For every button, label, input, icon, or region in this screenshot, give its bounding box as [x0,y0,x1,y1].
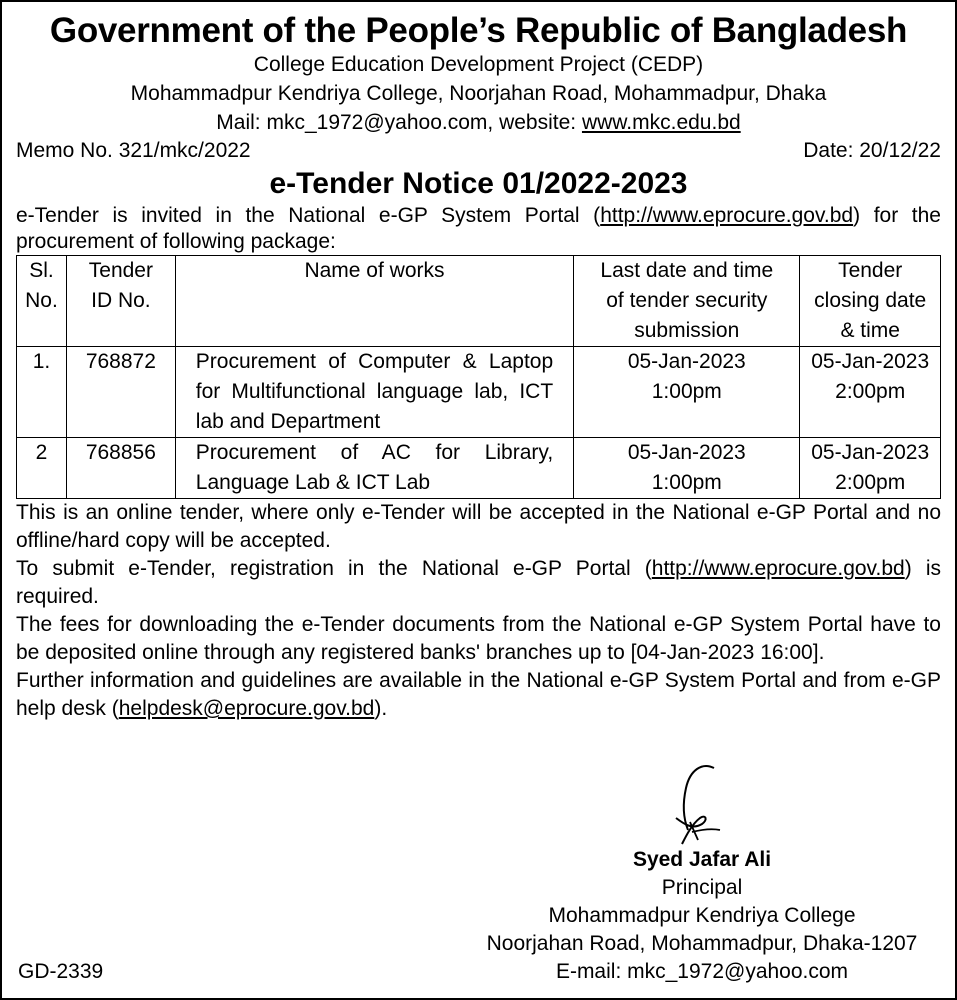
intro-line-2: procurement of following package: [16,230,336,253]
header-closing-line: closing date [814,289,927,312]
cell-tender-id: 768856 [66,438,175,499]
body-paragraph-1: This is an online tender, where only e-Tender will be accepted in the National e-GP Portal and no offline/hard copy will be accepted. [16,501,941,552]
cell-tender-id: 768872 [66,347,175,438]
closing-time: 2:00pm [835,471,906,494]
header-tender-id [66,256,175,347]
cell-sl: 1. [17,347,67,438]
body-paragraph-2 [16,555,941,611]
p4-prefix: Further information and guidelines are available in the National e-GP System Portal and from e-GP help desk ( [16,669,941,720]
works-line: Procurement of Computer & Laptop [195,350,554,373]
memo-row [16,137,941,165]
cell-security [574,347,800,438]
security-time: 1:00pm [651,380,722,403]
works-line: Language Lab & ICT Lab [195,471,431,494]
header-security-line: submission [634,319,740,342]
table-row [17,438,941,499]
header-security-line: of tender security [606,289,768,312]
header-tender-line: Tender [88,259,153,282]
cell-closing [800,438,941,499]
cell-works [175,347,573,438]
project-name: College Education Development Project (CEDP) [253,53,704,76]
signatory-institution: Mohammadpur Kendriya College [548,904,856,927]
memo-number: Memo No. 321/mkc/2022 [16,139,251,162]
closing-time: 2:00pm [835,380,906,403]
table-header-row [17,256,941,347]
table-row [17,347,941,438]
header-works-line: Name of works [304,259,445,282]
cell-closing [800,347,941,438]
header-closing-line: & time [840,319,900,342]
works-line: lab and Department [195,410,381,433]
intro-line-1 [16,203,941,229]
header-security-line: Last date and time [600,259,774,282]
header-works [175,256,573,347]
header-sl-line: Sl. [29,259,54,282]
security-time: 1:00pm [651,471,722,494]
memo-date: Date: 20/12/22 [803,139,941,162]
header-security [574,256,800,347]
body-paragraph-4 [16,667,941,723]
security-date: 05-Jan-2023 [627,441,746,464]
website-link[interactable]: www.mkc.edu.bd [581,111,741,134]
contact-line [16,108,941,137]
signatory-designation: Principal [661,876,743,899]
header-title: Government of the People’s Republic of Bangladesh [49,11,908,50]
intro-prefix: e-Tender is invited in the National e-GP System Portal ( [16,204,601,227]
header-tender-line: ID No. [91,289,151,312]
intro-suffix: ) for the [853,204,941,227]
security-date: 05-Jan-2023 [627,350,746,373]
p2-suffix: ) is required. [16,557,941,608]
p4-suffix: ). [374,697,388,720]
body-paragraph-3: The fees for downloading the e-Tender documents from the National e-GP System Portal have to be deposited online through any registered banks' branches up to [04-Jan-2023 16:00]. [16,613,941,664]
works-line: Procurement of AC for Library, [195,441,554,464]
signatory-name: Syed Jafar Ali [632,848,772,871]
header-sl [17,256,67,347]
cell-works [175,438,573,499]
helpdesk-email-link[interactable]: helpdesk@eprocure.gov.bd [118,697,375,720]
signatory-address: Noorjahan Road, Mohammadpur, Dhaka-1207 [486,932,918,955]
tender-table [16,255,941,499]
mail-text: Mail: mkc_1972@yahoo.com, website: [216,111,582,134]
signatory-block [472,762,932,986]
cell-sl: 2 [17,438,67,499]
portal-link[interactable]: http://www.eprocure.gov.bd [600,204,854,227]
closing-date: 05-Jan-2023 [811,350,930,373]
header-sl-line: No. [25,289,58,312]
signatory-email: E-mail: mkc_1972@yahoo.com [555,960,849,983]
works-line: for Multifunctional language lab, ICT [195,380,554,403]
header-closing-line: Tender [838,259,903,282]
header-closing [800,256,941,347]
cell-security [574,438,800,499]
notice-title: e-Tender Notice 01/2022-2023 [269,167,688,200]
footer-code: GD-2339 [18,960,104,983]
p2-prefix: To submit e-Tender, registration in the National e-GP Portal ( [16,557,652,580]
portal-link-2[interactable]: http://www.eprocure.gov.bd [651,557,905,580]
closing-date: 05-Jan-2023 [811,441,930,464]
college-address: Mohammadpur Kendriya College, Noorjahan Road, Mohammadpur, Dhaka [130,82,827,105]
